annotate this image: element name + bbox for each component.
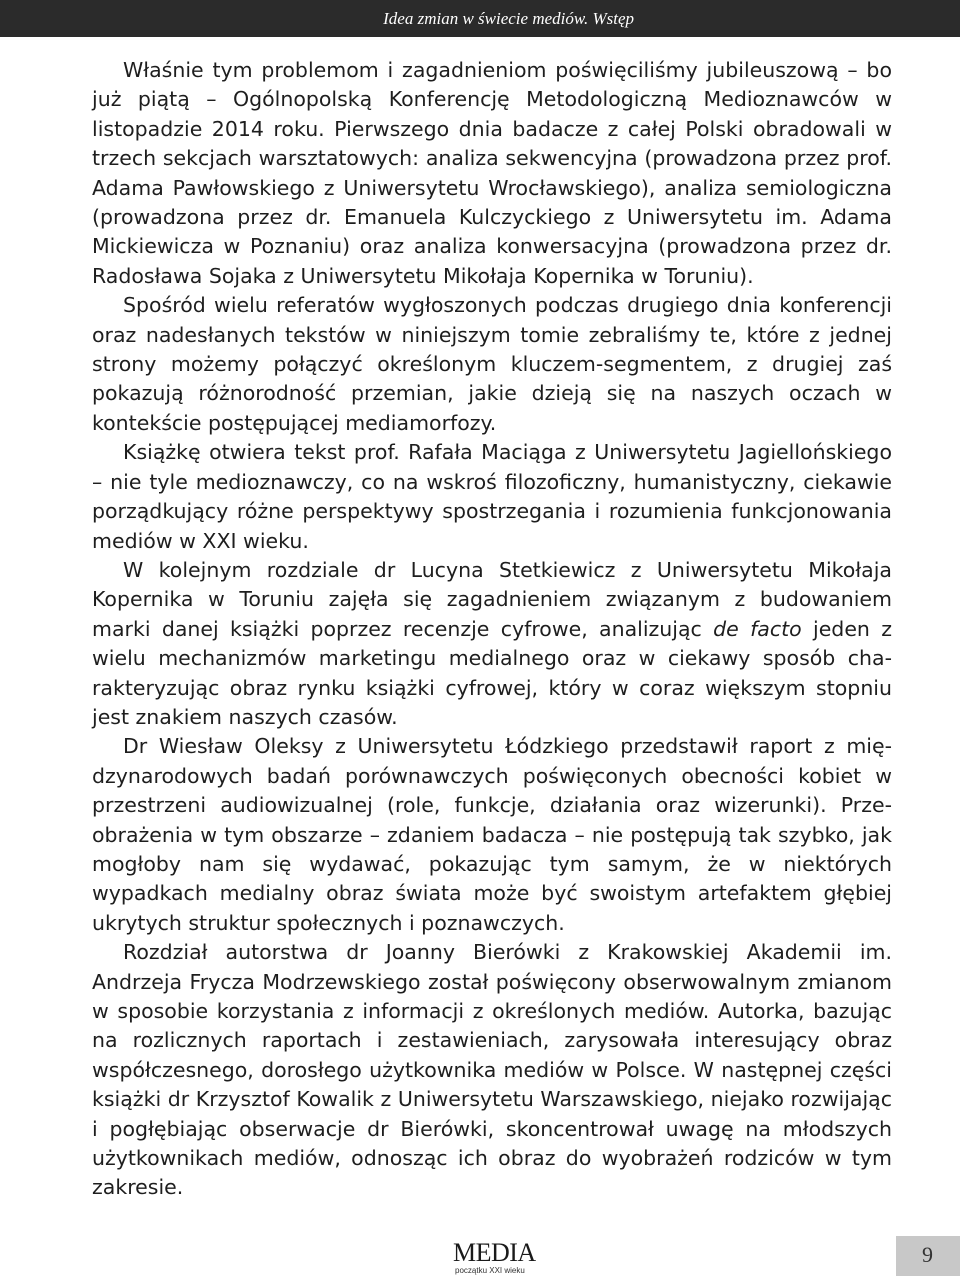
body-text (92, 56, 892, 1203)
paragraph-text: jeden z wielu mechanizmów marketingu medialnego oraz w ciekawy sposób charakteryzując obraz rynku książki cyfrowej, który w coraz większym stopniu jest znakiem naszych czasów. (92, 616, 892, 729)
paragraph: Dr Wiesław Oleksy z Uniwersytetu Łódzkiego przedstawił raport z międzynarodowych badań porównawczych poświęconych obecności kobiet w przestrzeni audiowizualnej (role, funkcje, działania oraz wizerunki). Przeobrażenia w tym obszarze – zdaniem badacza – nie postępują tak szybko, jak mogłoby nam się wydawać, pokazując tym samym, że w niektórych wypadkach medialny obraz świata może być swoistym artefaktem głębiej ukrytych struktur społecznych i poznawczych. (92, 734, 892, 935)
italic-phrase: de facto (713, 616, 802, 641)
logo-wordmark: MEDIA (453, 1238, 536, 1267)
page-footer (0, 1234, 960, 1282)
paragraph: Właśnie tym problemom i zagadnieniom poświęciliśmy jubileuszową – bo już piątą – Ogólnopolską Konferencję Metodologiczną Medioznawców w listopadzie 2014 roku. Pierwszego dnia badacze z całej Polski obradowali w trzech sekcjach warsztatowych: analiza sekwencyjna (prowadzona przez prof. Adama Pawłowskiego z Uniwersytetu Wrocławskiego), analiza semiologiczna (prowadzona przez dr. Emanuela Kulczyckiego z Uniwersytetu im. Adama Mickiewicza w Poznaniu) oraz analiza konwersacyjna (prowadzona przez dr. Radosława Sojaka z Uniwersytetu Mikołaja Kopernika w Toruniu). (92, 58, 892, 288)
paragraph: Rozdział autorstwa dr Joanny Bierówki z Krakowskiej Akademii im. Andrzeja Frycza Modrzewskiego został poświęcony obserwowalnym zmianom w sposobie korzystania z informacji z określonych mediów. Autorka, bazując na rozlicznych raportach i zestawieniach, zarysowała interesujący obraz współczesnego, dorosłego użytkownika mediów w Polsce. W następnej części książki dr Krzysztof Kowalik z Uniwersytetu Warszawskiego, niejako rozwijając i pogłębiając obserwacje dr Bierówki, skoncentrował uwagę na młodszych użytkownikach mediów, odnosząc ich obraz do wyobrażeń rodziców w tym zakresie. (92, 940, 892, 1200)
paragraph: Książkę otwiera tekst prof. Rafała Maciąga z Uniwersytetu Jagiellońskiego – nie tyle medioznawczy, co na wskroś filozoficzny, humanistyczny, ciekawie porządkujący różne perspektywy spostrzegania i rozumienia funkcjonowania mediów w XXI wieku. (92, 440, 892, 553)
paragraph (92, 556, 892, 732)
logo-tagline: początku XXI wieku (455, 1266, 525, 1275)
paragraph-text: W kolejnym rozdziale dr Lucyna Stetkiewicz z Uniwersytetu Mikołaja Kopernika w Toruniu zajęła się zagadnieniem związanym z budowaniem marki danej książki poprzez recenzje cyfrowe, analizując (92, 557, 892, 641)
header-bar (0, 0, 960, 37)
running-header-title: Idea zmian w świecie mediów. Wstęp (383, 9, 634, 28)
paragraph: Spośród wielu referatów wygłoszonych podczas drugiego dnia konferencji oraz nadesłanych tekstów w niniejszym tomie zebraliśmy te, które z jednej strony możemy połączyć określonym kluczem-segmentem, z drugiej zaś pokazują różnorodność przemian, jakie dzieją się na naszych oczach w kontekście postępującej mediamorfozy. (92, 293, 892, 435)
page-number: 9 (922, 1242, 933, 1267)
media-logo (453, 1238, 536, 1276)
